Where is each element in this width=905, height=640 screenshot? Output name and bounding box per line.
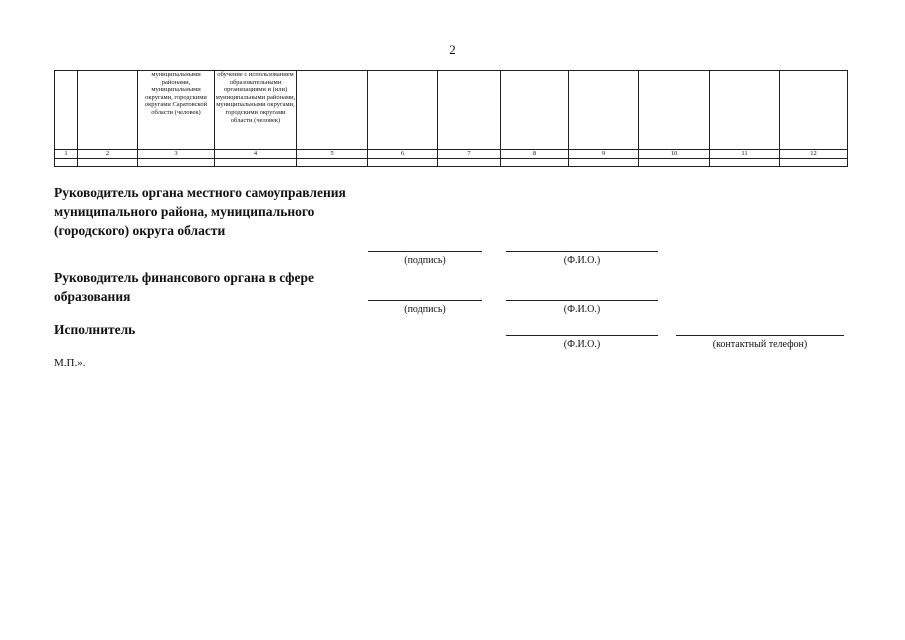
table-cell bbox=[639, 159, 710, 167]
name-line bbox=[506, 335, 658, 336]
table-header-cell bbox=[78, 71, 138, 150]
table-cell bbox=[438, 159, 501, 167]
signature-line bbox=[368, 300, 482, 301]
signature-heading-executor: Исполнитель bbox=[54, 322, 136, 337]
signature-heading-finance-head: Руководитель финансового органа в сфере образования bbox=[54, 270, 314, 304]
table-header-cell bbox=[501, 71, 569, 150]
name-caption: (Ф.И.О.) bbox=[563, 255, 601, 266]
stamp-label: М.П.». bbox=[54, 357, 86, 369]
table-header-cell bbox=[710, 71, 780, 150]
table-cell bbox=[55, 159, 78, 167]
table-cell bbox=[501, 159, 569, 167]
table-header-cell bbox=[297, 71, 368, 150]
table-header-cell bbox=[438, 71, 501, 150]
table-cell bbox=[569, 159, 639, 167]
column-number: 10 bbox=[639, 150, 710, 159]
table-header-cell bbox=[55, 71, 78, 150]
table-cell bbox=[215, 159, 297, 167]
table-cell bbox=[780, 159, 848, 167]
signature-line bbox=[368, 251, 482, 252]
phone-caption: (контактный телефон) bbox=[712, 339, 808, 350]
table-header-cell bbox=[780, 71, 848, 150]
table-header-cell bbox=[569, 71, 639, 150]
table-header-cell: муниципальными районами, муниципальными округами, городскими округами Саратовской области (человек) bbox=[138, 71, 215, 150]
name-line bbox=[506, 300, 658, 301]
table-header-row bbox=[55, 71, 848, 150]
column-number-row bbox=[55, 150, 848, 159]
table-header-cell: обучение с использованием образовательными организациями и (или) муниципальными районами, муниципальными округами, городскими округами области (человек) bbox=[215, 71, 297, 150]
table-cell bbox=[710, 159, 780, 167]
column-number: 2 bbox=[78, 150, 138, 159]
signature-heading-local-head: Руководитель органа местного самоуправления муниципального района, муниципального (городского) округа области bbox=[54, 185, 346, 238]
table-cell bbox=[78, 159, 138, 167]
page-number: 2 bbox=[449, 42, 456, 57]
table-row bbox=[55, 159, 848, 167]
table-cell bbox=[368, 159, 438, 167]
column-number: 7 bbox=[438, 150, 501, 159]
column-number: 4 bbox=[215, 150, 297, 159]
table-cell bbox=[138, 159, 215, 167]
name-caption: (Ф.И.О.) bbox=[563, 339, 601, 350]
phone-line bbox=[676, 335, 844, 336]
signature-caption: (подпись) bbox=[404, 304, 446, 315]
column-number: 8 bbox=[501, 150, 569, 159]
column-number: 11 bbox=[710, 150, 780, 159]
name-caption: (Ф.И.О.) bbox=[563, 304, 601, 315]
form-table bbox=[54, 70, 848, 167]
column-number: 9 bbox=[569, 150, 639, 159]
column-number: 6 bbox=[368, 150, 438, 159]
column-number: 12 bbox=[780, 150, 848, 159]
signature-caption: (подпись) bbox=[404, 255, 446, 266]
table-header-cell bbox=[639, 71, 710, 150]
table-cell bbox=[297, 159, 368, 167]
column-number: 5 bbox=[297, 150, 368, 159]
column-number: 1 bbox=[55, 150, 78, 159]
table-header-cell bbox=[368, 71, 438, 150]
column-number: 3 bbox=[138, 150, 215, 159]
name-line bbox=[506, 251, 658, 252]
